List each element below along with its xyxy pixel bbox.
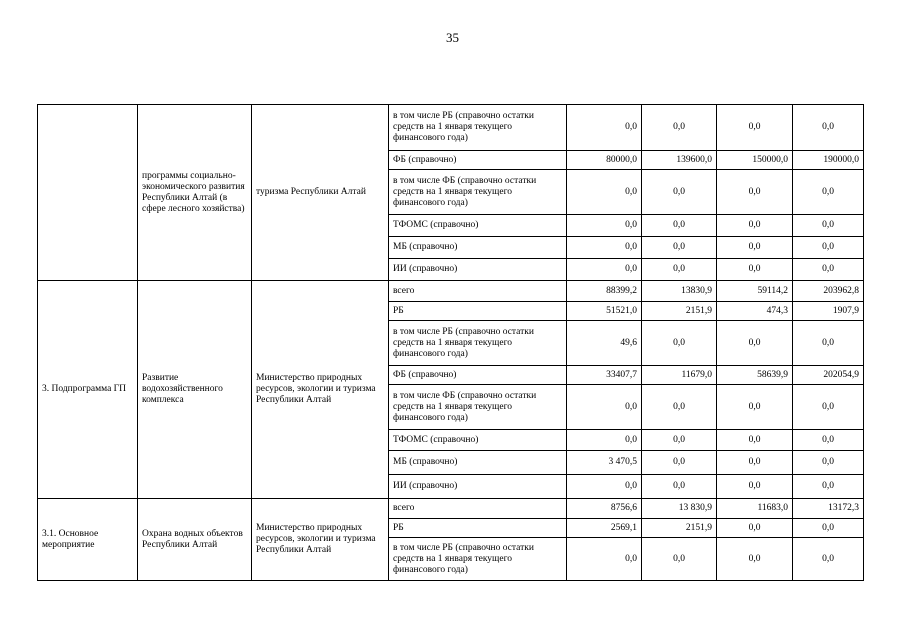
value-cell: 33407,7: [567, 366, 642, 385]
executor-cell: туризма Республики Алтай: [252, 105, 389, 281]
value-cell: 0,0: [567, 237, 642, 259]
table-row: [38, 499, 864, 519]
value-cell: 0,0: [793, 105, 864, 151]
value-cell: 13830,9: [642, 281, 717, 302]
value-cell: 0,0: [717, 538, 793, 581]
value-cell: 11679,0: [642, 366, 717, 385]
value-cell: 1907,9: [793, 302, 864, 321]
source-cell: МБ (справочно): [389, 451, 567, 475]
value-cell: 0,0: [793, 538, 864, 581]
value-cell: 0,0: [793, 170, 864, 215]
value-cell: 8756,6: [567, 499, 642, 519]
source-cell: всего: [389, 281, 567, 302]
value-cell: 0,0: [642, 321, 717, 366]
value-cell: 0,0: [717, 215, 793, 237]
value-cell: 0,0: [717, 475, 793, 499]
value-cell: 150000,0: [717, 151, 793, 170]
title-cell: Охрана водных объектов Республики Алтай: [138, 499, 252, 581]
value-cell: 474,3: [717, 302, 793, 321]
value-cell: 0,0: [642, 215, 717, 237]
value-cell: 0,0: [717, 259, 793, 281]
value-cell: 0,0: [642, 451, 717, 475]
value-cell: 190000,0: [793, 151, 864, 170]
value-cell: 139600,0: [642, 151, 717, 170]
value-cell: 0,0: [717, 105, 793, 151]
value-cell: 0,0: [567, 430, 642, 451]
source-cell: всего: [389, 499, 567, 519]
source-cell: ТФОМС (справочно): [389, 215, 567, 237]
type-cell: [38, 105, 138, 281]
value-cell: 0,0: [642, 538, 717, 581]
value-cell: 0,0: [642, 105, 717, 151]
source-cell: МБ (справочно): [389, 237, 567, 259]
source-cell: ИИ (справочно): [389, 475, 567, 499]
value-cell: 0,0: [642, 385, 717, 430]
value-cell: 0,0: [642, 170, 717, 215]
type-cell: 3. Подпрограмма ГП: [38, 281, 138, 499]
value-cell: 0,0: [717, 385, 793, 430]
value-cell: 58639,9: [717, 366, 793, 385]
value-cell: 2151,9: [642, 519, 717, 538]
value-cell: 0,0: [567, 259, 642, 281]
value-cell: 0,0: [793, 385, 864, 430]
executor-cell: Министерство природных ресурсов, экологии и туризма Республики Алтай: [252, 499, 389, 581]
source-cell: в том числе РБ (справочно остатки средств на 1 января текущего финансового года): [389, 538, 567, 581]
value-cell: 0,0: [642, 259, 717, 281]
source-cell: в том числе РБ (справочно остатки средств на 1 января текущего финансового года): [389, 321, 567, 366]
value-cell: 11683,0: [717, 499, 793, 519]
value-cell: 0,0: [642, 475, 717, 499]
page-number: 35: [446, 30, 459, 45]
value-cell: 3 470,5: [567, 451, 642, 475]
value-cell: 203962,8: [793, 281, 864, 302]
value-cell: 0,0: [793, 475, 864, 499]
value-cell: 49,6: [567, 321, 642, 366]
value-cell: 88399,2: [567, 281, 642, 302]
value-cell: 0,0: [567, 170, 642, 215]
value-cell: 0,0: [567, 538, 642, 581]
title-cell: Развитие водохозяйственного комплекса: [138, 281, 252, 499]
value-cell: 2151,9: [642, 302, 717, 321]
source-cell: ТФОМС (справочно): [389, 430, 567, 451]
value-cell: 13 830,9: [642, 499, 717, 519]
value-cell: 0,0: [717, 451, 793, 475]
type-cell: 3.1. Основное мероприятие: [38, 499, 138, 581]
value-cell: 0,0: [567, 385, 642, 430]
source-cell: ФБ (справочно): [389, 151, 567, 170]
table-row: [38, 281, 864, 302]
value-cell: 0,0: [567, 215, 642, 237]
value-cell: 202054,9: [793, 366, 864, 385]
source-cell: ФБ (справочно): [389, 366, 567, 385]
value-cell: 0,0: [793, 321, 864, 366]
value-cell: 0,0: [717, 430, 793, 451]
value-cell: 0,0: [717, 321, 793, 366]
value-cell: 0,0: [717, 170, 793, 215]
title-cell: программы социально-экономического развития Республики Алтай (в сфере лесного хозяйства): [138, 105, 252, 281]
value-cell: 0,0: [793, 237, 864, 259]
value-cell: 0,0: [793, 259, 864, 281]
table-row: [38, 105, 864, 151]
value-cell: 2569,1: [567, 519, 642, 538]
value-cell: 0,0: [793, 519, 864, 538]
source-cell: в том числе ФБ (справочно остатки средств на 1 января текущего финансового года): [389, 170, 567, 215]
source-cell: в том числе РБ (справочно остатки средств на 1 января текущего финансового года): [389, 105, 567, 151]
value-cell: 0,0: [642, 430, 717, 451]
value-cell: 13172,3: [793, 499, 864, 519]
value-cell: 0,0: [793, 215, 864, 237]
source-cell: в том числе ФБ (справочно остатки средств на 1 января текущего финансового года): [389, 385, 567, 430]
source-cell: РБ: [389, 302, 567, 321]
budget-table: [37, 104, 864, 581]
executor-cell: Министерство природных ресурсов, экологии и туризма Республики Алтай: [252, 281, 389, 499]
value-cell: 0,0: [567, 475, 642, 499]
value-cell: 0,0: [793, 430, 864, 451]
source-cell: РБ: [389, 519, 567, 538]
value-cell: 0,0: [717, 519, 793, 538]
value-cell: 0,0: [717, 237, 793, 259]
value-cell: 0,0: [567, 105, 642, 151]
value-cell: 59114,2: [717, 281, 793, 302]
value-cell: 0,0: [793, 451, 864, 475]
value-cell: 80000,0: [567, 151, 642, 170]
value-cell: 51521,0: [567, 302, 642, 321]
source-cell: ИИ (справочно): [389, 259, 567, 281]
value-cell: 0,0: [642, 237, 717, 259]
